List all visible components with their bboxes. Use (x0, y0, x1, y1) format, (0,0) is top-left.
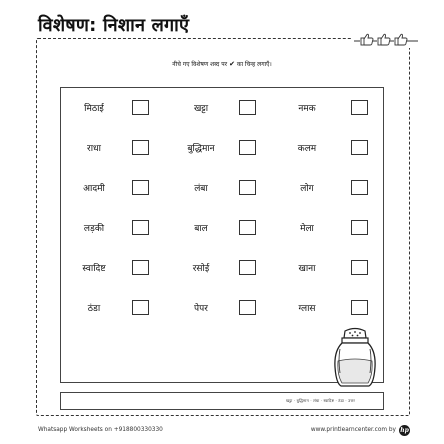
page-title: विशेषण: निशान लगाएँ (38, 15, 190, 36)
grid-item (277, 220, 368, 235)
tick-checkbox[interactable] (132, 140, 149, 155)
tick-mark-icon: ✔ (229, 60, 235, 68)
tick-checkbox[interactable] (132, 260, 149, 275)
word-label: कलम (297, 144, 317, 154)
hp-logo-icon: hp (400, 426, 409, 434)
footer-right (311, 425, 410, 436)
word-label: मिठाई (84, 104, 104, 114)
grid-item (64, 100, 149, 115)
answer-key-text: खट्टा · बुद्धिमान · लंबा · स्वादिष्ट · ठंडा · उत्तर (286, 398, 355, 403)
tick-checkbox[interactable] (239, 100, 256, 115)
grid-item (64, 220, 149, 235)
word-label: आदमी (83, 184, 105, 194)
grid-item (171, 100, 256, 115)
tick-checkbox[interactable] (239, 180, 256, 195)
thumbs-up-icon (354, 32, 418, 46)
footer-website-text: www.printlearncenter.com by (310, 427, 396, 433)
word-label: खट्टा (193, 104, 209, 114)
grid-item (171, 140, 256, 155)
salt-shaker-illustration (330, 327, 380, 389)
grid-item (171, 180, 256, 195)
word-label: राधा (87, 144, 101, 154)
grid-item (277, 180, 368, 195)
tick-checkbox[interactable] (132, 300, 149, 315)
grid-item (277, 100, 368, 115)
tick-checkbox[interactable] (351, 260, 368, 275)
word-label: लंबा (194, 184, 208, 194)
word-label: बाल (194, 224, 208, 234)
tick-checkbox[interactable] (239, 140, 256, 155)
grid-item (277, 260, 368, 275)
word-label: पेपर (194, 304, 208, 314)
word-label: स्वादिष्ट (82, 264, 106, 274)
instruction-text (0, 60, 444, 68)
tick-checkbox[interactable] (351, 180, 368, 195)
word-label: खाना (298, 264, 316, 274)
word-label: मेला (300, 224, 314, 234)
thumbs-decoration (352, 30, 422, 48)
word-label: लोग (300, 184, 314, 194)
grid-item (64, 140, 149, 155)
footer (38, 424, 410, 436)
grid-item (64, 300, 149, 315)
word-label: लड़की (83, 224, 105, 234)
grid-item (277, 140, 368, 155)
grid-item (171, 300, 256, 315)
grid-item (64, 260, 149, 275)
tick-checkbox[interactable] (132, 220, 149, 235)
tick-checkbox[interactable] (351, 100, 368, 115)
tick-checkbox[interactable] (351, 220, 368, 235)
footer-whatsapp-text: Whatsapp Worksheets on +918800330330 (38, 427, 163, 433)
word-label: बुद्धिमान (187, 144, 215, 154)
grid-item (171, 260, 256, 275)
tick-checkbox[interactable] (239, 260, 256, 275)
instruction-before: नीचे गए विशेषण शब्द पर (172, 61, 228, 68)
word-label: नमक (298, 104, 316, 114)
tick-checkbox[interactable] (132, 180, 149, 195)
instruction-after: का चिन्ह लगाएँ। (236, 61, 272, 68)
grid-item (277, 300, 368, 315)
word-label: ग्लास (298, 304, 316, 314)
tick-checkbox[interactable] (239, 220, 256, 235)
tick-checkbox[interactable] (132, 100, 149, 115)
grid-item (64, 180, 149, 195)
grid-item (171, 220, 256, 235)
word-label: ठंडा (87, 304, 101, 314)
tick-checkbox[interactable] (351, 140, 368, 155)
tick-checkbox[interactable] (239, 300, 256, 315)
tick-checkbox[interactable] (351, 300, 368, 315)
answer-strip (60, 392, 384, 410)
word-label: रसोई (192, 264, 210, 274)
